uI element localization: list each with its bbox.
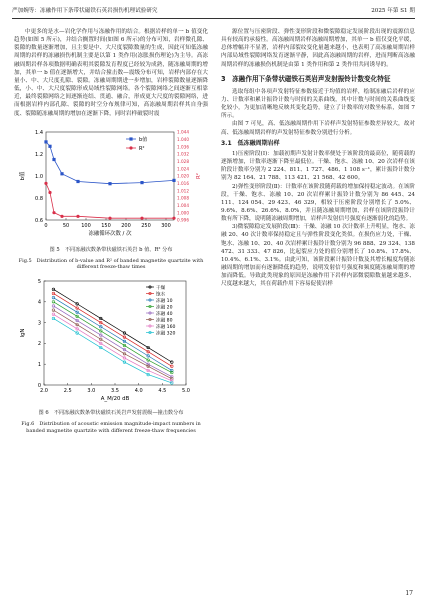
fig5-b-value-point (76, 180, 79, 183)
fig5-r2-point (60, 214, 63, 217)
fig6-fit-line (53, 293, 171, 366)
left-column (14, 28, 208, 438)
fig5-r2-point (48, 191, 51, 194)
fig5-caption-cn: 图 5 不同冻融次数条带状磁铁石英岩 b 值、R² 分布 (49, 246, 173, 253)
fig6-legend-label: 冻融 160 (156, 324, 176, 330)
fig6-data-point (52, 300, 55, 303)
fig5-y-right-tick-label: 1.044 (177, 129, 189, 135)
fig5-x-axis-label: 冻融循环次数 / 次 (88, 230, 132, 237)
fig6-legend-label: 干燥 (156, 285, 166, 291)
fig6-x-tick-label: 3.5 (111, 387, 119, 394)
fig5-y-left-tick-label: 1.0 (35, 173, 43, 180)
fig5-y-right-tick-label: 1.024 (177, 165, 189, 171)
fig6-fit-line (53, 289, 171, 362)
fig5-x-tick-label: 300 (161, 222, 171, 229)
fig6-legend-label: 冻融 10 (156, 298, 173, 304)
fig5-y-right-tick-label: 0.996 (177, 217, 189, 223)
fig6-legend-label: 冻融 40 (156, 311, 173, 317)
fig6-y-tick-label: 5 (37, 278, 41, 285)
fig5-x-tick-label: 250 (141, 222, 151, 229)
fig5-x-tick-label: 150 (101, 222, 111, 229)
fig5-r2-point (52, 211, 55, 214)
fig6-caption-en: Fig.6 Distribution of acoustic emission magnitude-impact numbers in banded magnetite quartzite with different freeze-thaw frequencies (21, 420, 201, 434)
header-left: 严加婉等：冻融作用下条带状磁铁石英岩损伤机理试验研究 (12, 8, 158, 14)
fig5-x-tick-label: 100 (81, 222, 91, 229)
right-column (221, 28, 415, 289)
fig6-x-tick-label: 5.0 (182, 387, 190, 394)
fig5-legend-b-label: b值 (139, 136, 148, 143)
fig6-data-point (52, 309, 55, 312)
fig5-y-right-tick-label: 1.020 (177, 173, 189, 179)
fig5-y-right-tick-label: 1.036 (177, 143, 189, 149)
fig6-legend-label: 饱水 (156, 292, 166, 298)
fig6-y-tick-label: 1 (37, 361, 41, 368)
fig6-fit-line (53, 314, 171, 381)
fig5-y-left-axis-label: b值 (20, 171, 26, 181)
fig5-y-right-tick-label: 1.000 (177, 209, 189, 215)
fig6-fit-line (53, 298, 171, 371)
figure-6-chart (14, 275, 208, 407)
fig5-b-value-point (44, 140, 47, 143)
fig5-b-value-point (108, 182, 111, 185)
fig6-x-tick-label: 4.5 (158, 387, 167, 394)
fig5-y-right-tick-label: 1.004 (177, 202, 189, 208)
fig5-b-value-line (46, 142, 174, 184)
fig5-y-left-tick-label: 1.2 (35, 151, 43, 158)
fig5-r2-point (108, 216, 111, 219)
fig5-y-left-tick-label: 0.8 (35, 195, 43, 202)
fig5-caption-en: Fig.5 Distribution of b-value and R² of banded magnetite quartzite with different freeze-thaw times (18, 257, 204, 271)
fig5-y-right-tick-label: 1.016 (177, 180, 189, 186)
fig5-x-tick-label: 0 (44, 222, 48, 229)
fig6-x-tick-label: 2.5 (63, 387, 72, 394)
fig5-y-right-tick-label: 1.028 (177, 158, 189, 164)
fig5-y-left-tick-label: 1.4 (35, 129, 43, 136)
fig6-x-tick-label: 4.0 (134, 387, 143, 394)
fig6-x-tick-label: 3.0 (87, 387, 96, 394)
fig6-legend-label: 冻融 20 (156, 305, 173, 311)
fig5-b-value-point (60, 172, 63, 175)
right-paragraph-5: 2)弹性变形阶段(Ⅱ)：计数率在该阶段随荷载的增加保持稳定波动。在该阶段，干燥、饱水、冻融 10、20 次岩样累计振铃计数分别为 86 445、24 111、124 054、29 423、46 329，相较于压密阶段分别增长了 5.0%、9.6%、8.6%、26.6%、8.0%，并且随冻融周期增加，岩样在该阶段振铃计数有所下降，说明随冻融周期增加，岩样声发射信号强度有逐渐弱化的趋势。 (221, 183, 415, 223)
right-paragraph-2: 选取每组中各项声发射特征参数接近于均值的岩样，绘制冻融后岩样的应力、计数率和累计振铃计数与时间的关系曲线，其中计数与时间的关系曲线变化较小，为更加清晰地反映其变化趋势，建立了计数率的对数坐标系，如图 7 所示。 (221, 88, 415, 120)
figure-5-chart (14, 124, 208, 244)
fig5-y-right-tick-label: 1.008 (177, 195, 189, 201)
fig5-b-value-point (48, 144, 51, 147)
fig6-y-tick-label: 0 (37, 382, 41, 389)
fig5-b-value-point (52, 158, 55, 161)
fig5-r2-line (46, 183, 174, 218)
fig5-y-right-tick-label: 1.040 (177, 136, 189, 142)
fig5-r2-point (76, 214, 79, 217)
fig5-x-tick-label: 50 (62, 222, 70, 229)
fig6-fit-line (53, 302, 171, 373)
fig6-y-tick-label: 4 (37, 299, 41, 306)
fig6-y-tick-label: 3 (37, 320, 41, 327)
fig6-x-axis-label: A_M/20 dB (100, 395, 130, 402)
header-right: 2025 年第 S1 期 (371, 8, 415, 14)
fig6-x-tick-label: 2.0 (40, 387, 48, 394)
fig5-x-tick-label: 200 (121, 222, 131, 229)
right-paragraph-6: 3)微裂隙稳定发展阶段(Ⅲ)：干燥、冻融 10 次计数率上升明显，饱水、冻融 20、40 次计数率保持稳定且与弹性阶段变化类似。在损伤应力处，干燥、饱水、冻融 10、20、40 次岩样累计振铃计数分别为 96 888、29 324、138 472、31 333、47 826，比起裂应力处的值分别增长了 10.8%、17.8%、10.4%、6.1%、3.1%。由此可知，该阶段累计振铃计数及其增长幅度均随冻融周期的增加而有逐渐降低的趋势，说明发射信号强度和频度随冻融周期的增加而降低。导致此类现象的原因是冻融作用下岩样内部微裂隙数量越来越多、尺度越来越大，其在荷载作用下容易促使岩样 (221, 224, 415, 288)
right-paragraph-3: 由图 7 可见，高、低冻融周期作用下岩样声发射特征参数差异较大，故对高、低冻融周期岩样的声发射特征参数分别进行分析。 (221, 121, 415, 136)
fig5-r2-point (44, 181, 47, 184)
fig5-plot-frame (46, 132, 174, 220)
fig6-y-axis-label: lgN (20, 328, 26, 338)
fig5-y-right-tick-label: 1.012 (177, 187, 189, 193)
fig5-y-left-tick-label: 0.6 (35, 217, 43, 224)
right-paragraph-1: 源位置与压密阶段、弹性变形阶段和微裂隙稳定发展阶段出现的震源信息具有较高的承接性。高冻融周期岩样冻融周期增加，其单一 b 值仅变化平缓，总体增幅并不显著，岩样内部裂纹变化量越来越小，也表明了高冻融周期岩样内部局域性裂隙网络发育逐渐平静，因此高冻融周期的岩样，进而判断高冻融周期岩样的冻融损伤机制是由第 1 类作用和第 2 类作用共同诱导的。 (221, 29, 415, 68)
fig5-legend-b-marker (129, 137, 132, 140)
page-number: 17 (405, 590, 413, 597)
fig6-y-tick-label: 2 (37, 341, 41, 348)
section-title: 3 冻融作用下条带状磁铁石英岩声发射振铃计数变化特征 (221, 74, 391, 83)
right-paragraph-4: 1)压密阶段(Ⅰ)：加载初期声发射计数率便处于该阶段的最高位，随荷载的逐渐增加，计数率逐渐下降至最低位。干燥、饱水、冻融 10、20 次岩样在该阶段计数率分别为 2 224、811、1 727、486、1 108 s⁻¹，累计振铃计数分别为 82 164、21 788、113 421、21 568、42 600。 (221, 150, 415, 182)
fig5-b-value-point (140, 181, 143, 184)
fig5-r2-point (140, 216, 143, 219)
fig6-fit-line (53, 310, 171, 379)
fig6-fit-line (53, 306, 171, 377)
fig5-legend-r2-marker (129, 146, 132, 149)
fig6-legend-label: 冻融 320 (156, 331, 176, 337)
fig6-legend-label: 冻融 80 (156, 318, 173, 324)
fig5-r2-point (172, 216, 175, 219)
fig5-legend-r2-label: R² (139, 145, 145, 152)
fig6-caption-cn: 图 6 不同冻融次数条带状磁铁石英岩声发射震级—撞击数分布 (38, 409, 184, 416)
fig5-b-value-point (172, 179, 175, 182)
fig5-y-right-axis-label: R² (196, 172, 202, 179)
fig6-data-point (52, 292, 55, 295)
page-header (12, 6, 415, 19)
subsection-title: 3.1 低冻融周期岩样 (221, 139, 280, 147)
left-paragraph-1: 中更多的是水—岩化学作用与冻融作用的结合。根据岩样的单一 b 值变化趋势(如图 5 所示)，并结合搁置时间(如图 6 所示)的分布可知，岩样微孔隙、裂隙的数量逐渐增加，且主要是中、大尺度裂隙数量的生成，因此可知低冻融周期的岩样的冻融损伤机制主要是以第 1 类作用(冻胀损伤理论)为主导。高冻融周期岩样各项数据明确表明其裂隙发育程度已经较为成熟，随冻融周期的增加，其单一 b 值在逐渐增大，并结合撞击数—震级分布可知，岩样内部存在大量小、中、大尺度孔隙、裂隙。冻融周期期进一步增加，岩样裂隙数量逐渐降低，小、中、大尺度裂隙形成局域性裂隙网络。各个裂隙网络之间逐渐互相靠近，最终裂隙网络之间逐渐连结、贯通、融合，形成更大尺度的裂隙网络，进而根据岩样内部孔隙、裂隙的时空分布规律可知，高冻融周期岩样其自身强度、裂隙随冻融周期的增加在逐渐下降，同时岩样破裂时震 (14, 29, 208, 117)
fig5-y-right-tick-label: 1.032 (177, 151, 189, 157)
